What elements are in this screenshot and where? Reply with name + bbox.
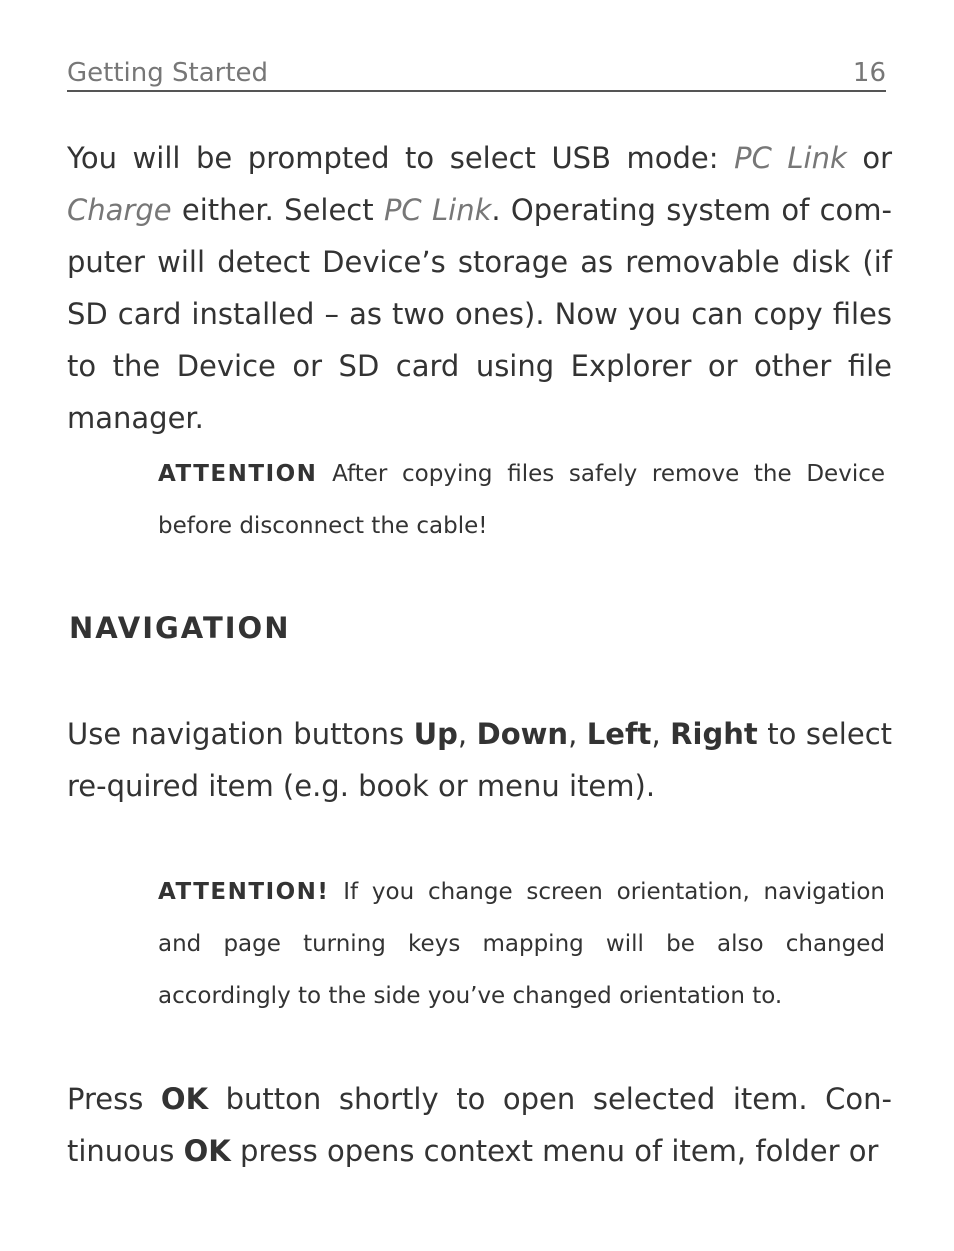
- paragraph-text: . Operating system of com-puter will detect Device’s storage as removable disk (if SD card installed – as two ones). Now you can copy files to the Device or SD card using Explorer or other file manager.: [67, 193, 892, 435]
- paragraph-text: You will be prompted to select USB mode:: [67, 141, 735, 175]
- paragraph-text: button shortly to open selected item. Con-tinuous: [67, 1082, 893, 1168]
- key-left: Left: [586, 717, 652, 751]
- navigation-paragraph: [67, 708, 892, 812]
- key-ok: OK: [183, 1134, 231, 1168]
- key-up: Up: [413, 717, 458, 751]
- key-down: Down: [476, 717, 569, 751]
- pc-link-term: PC Link: [734, 141, 847, 175]
- paragraph-text: press opens context menu of item, folder or: [230, 1134, 879, 1168]
- header-section-title: Getting Started: [67, 58, 269, 88]
- separator: ,: [568, 717, 587, 751]
- charge-term: Charge: [67, 193, 172, 227]
- paragraph-text: Use navigation buttons: [67, 717, 414, 751]
- paragraph-text: to select re-quired item (e.g. book or menu item).: [67, 717, 893, 803]
- attention-text: After copying files safely remove the Device before disconnect the cable!: [158, 461, 885, 539]
- paragraph-text: either. Select: [171, 193, 384, 227]
- paragraph-text: Press: [67, 1082, 161, 1116]
- usb-mode-paragraph: [67, 132, 892, 444]
- ok-button-paragraph: [67, 1073, 892, 1177]
- key-right: Right: [670, 717, 758, 751]
- attention-note-safe-remove: [158, 448, 885, 552]
- section-heading-navigation: NAVIGATION: [69, 611, 291, 645]
- attention-label: ATTENTION: [158, 461, 318, 487]
- pc-link-term: PC Link: [383, 193, 492, 227]
- attention-note-orientation: [158, 866, 885, 1022]
- header-page-number: 16: [852, 58, 886, 88]
- key-ok: OK: [160, 1082, 209, 1116]
- attention-label: ATTENTION!: [158, 879, 330, 905]
- separator: ,: [457, 717, 477, 751]
- page-header: [67, 56, 886, 92]
- separator: ,: [651, 717, 671, 751]
- paragraph-text: or: [846, 141, 893, 175]
- attention-text: If you change screen orientation, navigation and page turning keys mapping will be also changed accordingly to the side you’ve changed orientation to.: [158, 879, 885, 1009]
